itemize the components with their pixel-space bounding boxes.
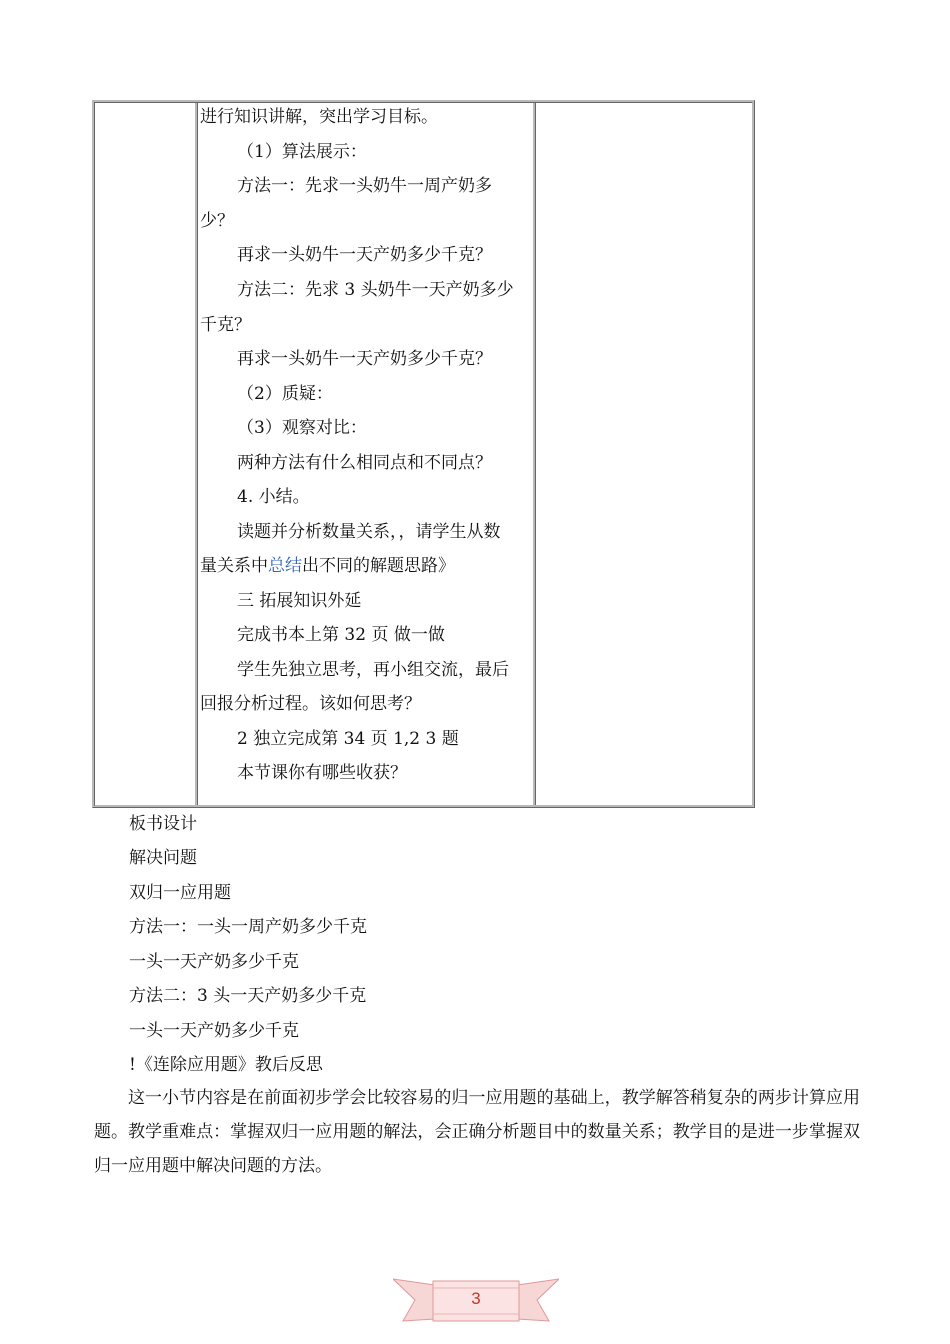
table-line: 再求一头奶牛一天产奶多少千克？ bbox=[237, 349, 492, 369]
table-line: 再求一头奶牛一天产奶多少千克？ bbox=[237, 245, 492, 265]
table-line: 千克？ bbox=[200, 315, 251, 335]
line-text: 出不同的解题思路》 bbox=[302, 556, 455, 576]
table-line: 两种方法有什么相同点和不同点？ bbox=[237, 453, 492, 473]
board-line: 板书设计 bbox=[129, 814, 197, 834]
table-line: 三 拓展知识外延 bbox=[237, 591, 362, 611]
page-number: 3 bbox=[471, 1289, 481, 1308]
board-line: 一头一天产奶多少千克 bbox=[129, 952, 299, 972]
table-line: 2 独立完成第 34 页 1,2 3 题 bbox=[237, 729, 459, 749]
table-line bbox=[200, 555, 455, 577]
table-line: 本节课你有哪些收获？ bbox=[237, 763, 407, 783]
table-line: 方法二：先求 3 头奶牛一天产奶多少 bbox=[237, 280, 514, 300]
board-line: 解决问题 bbox=[129, 848, 197, 868]
table-line: 4. 小结。 bbox=[237, 487, 310, 507]
reflection-paragraph: 这一小节内容是在前面初步学会比较容易的归一应用题的基础上，教学解答稍复杂的两步计算应用题。教学重难点：掌握双归一应用题的解法，会正确分析题目中的数量关系；教学目的是进一步掌握双归一应用题中解决问题的方法。 bbox=[94, 1088, 860, 1176]
table-line: （3）观察对比： bbox=[237, 418, 367, 438]
table-line: 读题并分析数量关系，，请学生从数 bbox=[237, 522, 501, 542]
board-line: 方法二：3 头一天产奶多少千克 bbox=[129, 986, 367, 1006]
board-line: 一头一天产奶多少千克 bbox=[129, 1021, 299, 1041]
table-line: 完成书本上第 32 页 做一做 bbox=[237, 625, 445, 645]
line-text: 量关系中 bbox=[200, 556, 268, 576]
table-line: （2）质疑： bbox=[237, 384, 333, 404]
board-line: 方法一：一头一周产奶多少千克 bbox=[129, 917, 367, 937]
table-column-divider bbox=[533, 103, 536, 805]
summary-link[interactable]: 总结 bbox=[268, 556, 302, 576]
board-line: 双归一应用题 bbox=[129, 883, 231, 903]
table-line: 学生先独立思考，再小组交流，最后 bbox=[237, 660, 509, 680]
table-line: （1）算法展示： bbox=[237, 142, 367, 162]
table-line: 回报分析过程。该如何思考？ bbox=[200, 694, 421, 714]
reflection-heading: !《连除应用题》教后反思 bbox=[129, 1055, 323, 1075]
lesson-table bbox=[92, 100, 755, 808]
table-column-divider bbox=[195, 103, 198, 805]
table-line: 方法一：先求一头奶牛一周产奶多 bbox=[237, 176, 492, 196]
table-line: 进行知识讲解，突出学习目标。 bbox=[200, 107, 438, 127]
page-number-badge bbox=[393, 1275, 559, 1325]
table-line: 少？ bbox=[200, 211, 234, 231]
